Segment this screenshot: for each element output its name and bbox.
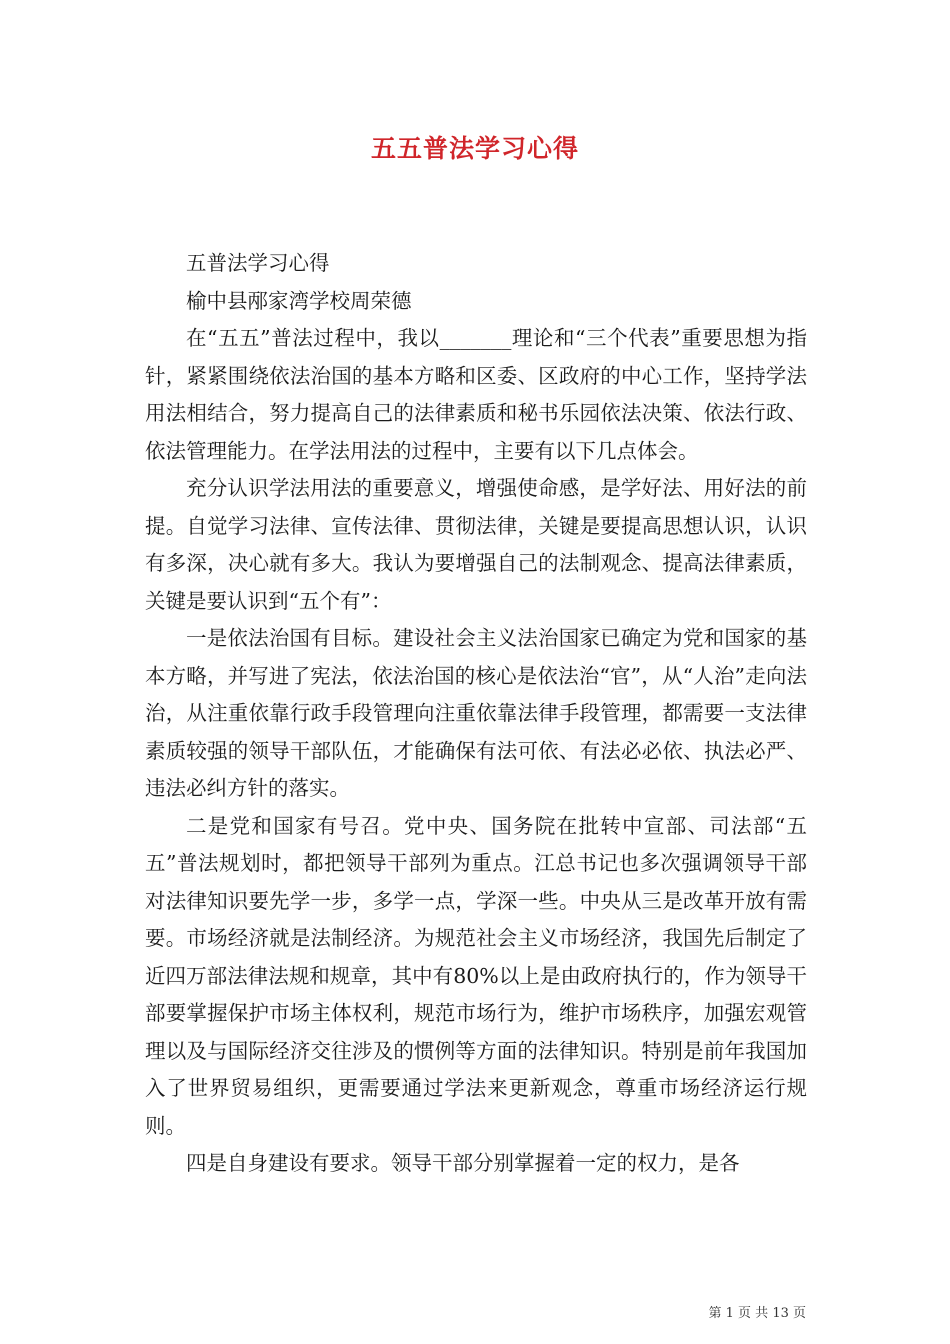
- page-number: 第 1 页 共 13 页: [708, 1306, 806, 1321]
- paragraph: 在“五五”普法过程中，我以_______理论和“三个代表”重要思想为指针，紧紧围绕依法治国的基本方略和区委、区政府的中心工作，坚持学法用法相结合，努力提高自己的法律素质和秘书乐园依法决策、依法行政、依法管理能力。在学法用法的过程中，主要有以下几点体会。: [145, 326, 807, 463]
- paragraph: 四是自身建设有要求。领导干部分别掌握着一定的权力，是各: [186, 1151, 740, 1175]
- paragraph-author: 榆中县邴家湾学校周荣德: [186, 288, 412, 313]
- paragraph: 二是党和国家有号召。党中央、国务院在批转中宣部、司法部“五五”普法规划时，都把领导干部列为重点。江总书记也多次强调领导干部对法律知识要先学一步，多学一点，学深一些。中央从三是改革开放有需要。市场经济就是法制经济。为规范社会主义市场经济，我国先后制定了近四万部法律法规和规章，其中有80%以上是由政府执行的，作为领导干部要掌握保护市场主体权利，规范市场行为，维护市场秩序，加强宏观管理以及与国际经济交往涉及的惯例等方面的法律知识。特别是前年我国加入了世界贸易组织，更需要通过学法来更新观念，尊重市场经济运行规则。: [145, 813, 807, 1138]
- paragraph-subtitle: 五普法学习心得: [186, 251, 330, 275]
- paragraph: 一是依法治国有目标。建设社会主义法治国家已确定为党和国家的基本方略，并写进了宪法，依法治国的核心是依法治“官”，从“人治”走向法治，从注重依靠行政手段管理向注重依靠法律手段管理，都需要一支法律素质较强的领导干部队伍，才能确保有法可依、有法必必依、执法必严、违法必纠方针的落实。: [145, 626, 807, 800]
- paragraph: 充分认识学法用法的重要意义，增强使命感，是学好法、用好法的前提。自觉学习法律、宣传法律、贯彻法律，关键是要提高思想认识，认识有多深，决心就有多大。我认为要增强自己的法制观念、提高法律素质，关键是要认识到“五个有”：: [145, 476, 807, 613]
- document-body: [145, 245, 807, 1183]
- document-title: 五五普法学习心得: [370, 134, 579, 163]
